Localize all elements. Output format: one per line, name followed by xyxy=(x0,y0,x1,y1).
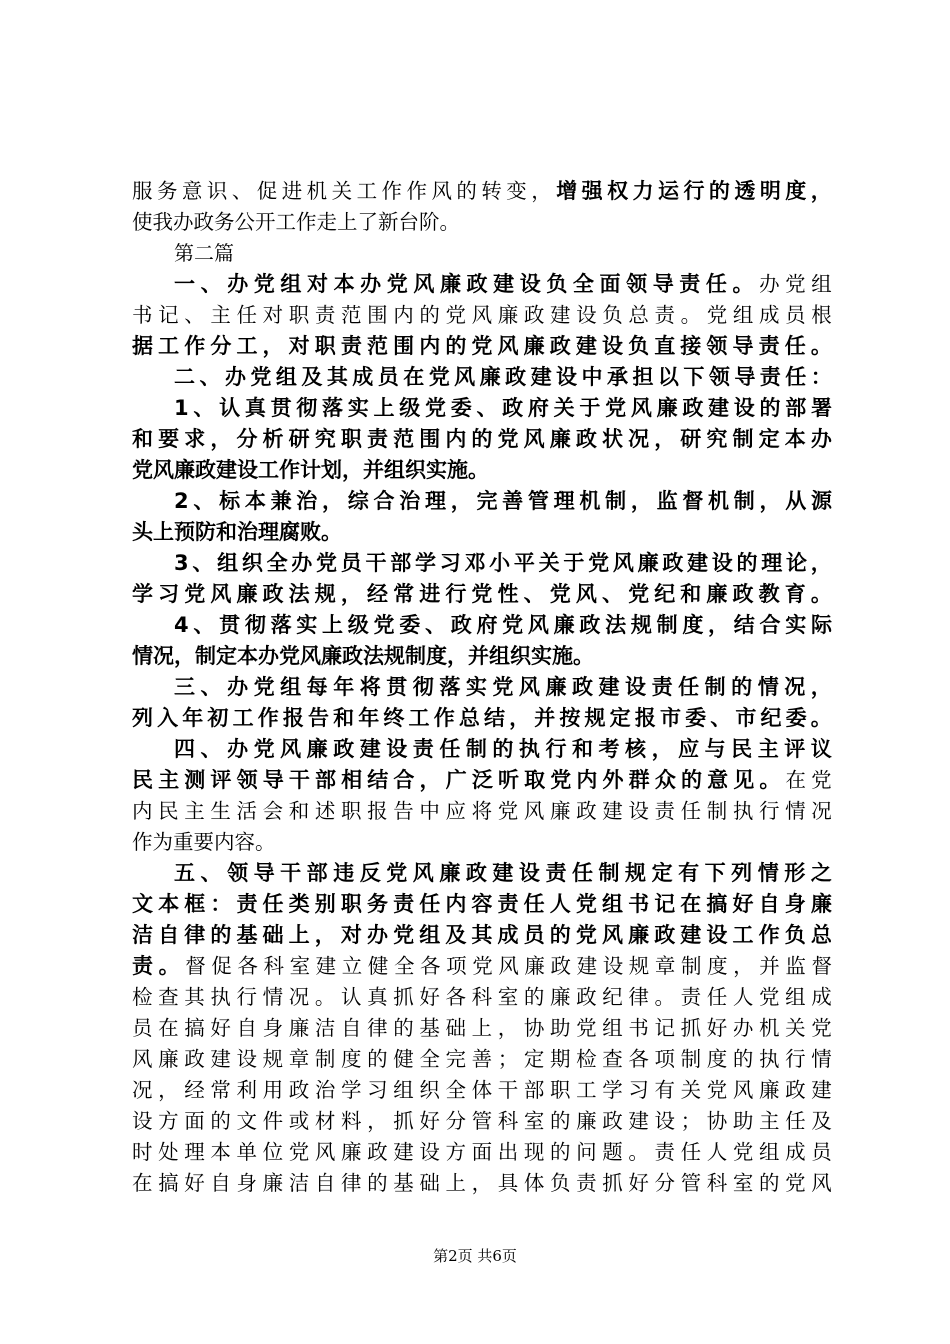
text-line-32: 在 搞 好 自 身 廉 洁 自 律 的 基 础 上 ， 具 体 负 责 抓 好 分 管 科 室 的 党 风 xyxy=(132,1171,832,1195)
page-footer: 第2页 共6页 xyxy=(433,1247,517,1265)
text-line-30: 设 方 面 的 文 件 或 材 料 ， 抓 好 分 管 科 室 的 廉 政 建 设 ； 协 助 主 任 及 xyxy=(132,1109,832,1133)
text-line-11: 头 上 预 防 和 治 理 腐 败 。 xyxy=(132,520,342,544)
text-line-8: 和 要 求 ， 分 析 研 究 职 责 范 围 内 的 党 风 廉 政 状 况 ， 研 究 制 定 本 办 xyxy=(132,427,832,451)
text-line-4: 书 记 、 主 任 对 职 责 范 围 内 的 党 风 廉 政 建 设 负 总 责 。 党 组 成 员 根 xyxy=(132,303,832,327)
text-line-24: 洁 自 律 的 基 础 上 ， 对 办 党 组 及 其 成 员 的 党 风 廉 政 建 设 工 作 负 总 xyxy=(132,923,832,947)
text-line-20: 内 民 主 生 活 会 和 述 职 报 告 中 应 将 党 风 廉 政 建 设 责 任 制 执 行 情 况 xyxy=(132,799,832,823)
text-line-22: 五 、 领 导 干 部 违 反 党 风 廉 政 建 设 责 任 制 规 定 有 下 列 情 形 之 xyxy=(174,861,832,885)
section-heading: 第二篇 xyxy=(174,241,234,265)
text-line-6: 二 、 办 党 组 及 其 成 员 在 党 风 廉 政 建 设 中 承 担 以 下 领 导 责 任 ： xyxy=(174,365,832,389)
text-line-2: 使 我 办 政 务 公 开 工 作 走 上 了 新 台 阶 。 xyxy=(132,210,460,234)
text-line-3: 一 、 办 党 组 对 本 办 党 风 廉 政 建 设 负 全 面 领 导 责 任 。 办 党 组 xyxy=(174,272,832,296)
text-line-28: 风 廉 政 建 设 规 章 制 度 的 健 全 完 善 ； 定 期 检 查 各 项 制 度 的 执 行 情 xyxy=(132,1047,832,1071)
text-line-18: 四 、 办 党 风 廉 政 建 设 责 任 制 的 执 行 和 考 核 ， 应 与 民 主 评 议 xyxy=(174,737,832,761)
text-line-10: 2 、 标 本 兼 治 ， 综 合 治 理 ， 完 善 管 理 机 制 ， 监 督 机 制 ， 从 源 xyxy=(174,489,832,513)
text-line-23: 文 本 框 ： 责 任 类 别 职 务 责 任 内 容 责 任 人 党 组 书 记 在 搞 好 自 身 廉 xyxy=(132,892,832,916)
text-line-31: 时 处 理 本 单 位 党 风 廉 政 建 设 方 面 出 现 的 问 题 。 责 任 人 党 组 成 员 xyxy=(132,1140,832,1164)
text-line-29: 况 ， 经 常 利 用 政 治 学 习 组 织 全 体 干 部 职 工 学 习 有 关 党 风 廉 政 建 xyxy=(132,1078,832,1102)
text-line-15: 情 况 ， 制 定 本 办 党 风 廉 政 法 规 制 度 ， 并 组 织 实 施 。 xyxy=(132,644,594,668)
text-line-7: 1 、 认 真 贯 彻 落 实 上 级 党 委 、 政 府 关 于 党 风 廉 政 建 设 的 部 署 xyxy=(174,396,832,420)
text-line-9: 党 风 廉 政 建 设 工 作 计 划 ， 并 组 织 实 施 。 xyxy=(132,458,489,482)
text-line-26: 检 查 其 执 行 情 况 。 认 真 抓 好 各 科 室 的 廉 政 纪 律 。 责 任 人 党 组 成 xyxy=(132,985,832,1009)
text-line-12: 3 、 组 织 全 办 党 员 干 部 学 习 邓 小 平 关 于 党 风 廉 政 建 设 的 理 论 ， xyxy=(174,551,832,575)
text-line-16: 三 、 办 党 组 每 年 将 贯 彻 落 实 党 风 廉 政 建 设 责 任 制 的 情 况 ， xyxy=(174,675,832,699)
text-line-19: 民 主 测 评 领 导 干 部 相 结 合 ， 广 泛 听 取 党 内 外 群 众 的 意 见 。 在 党 xyxy=(132,768,832,792)
text-line-5: 据 工 作 分 工 ， 对 职 责 范 围 内 的 党 风 廉 政 建 设 负 直 接 领 导 责 任 。 xyxy=(132,334,832,358)
text-line-27: 员 在 搞 好 自 身 廉 洁 自 律 的 基 础 上 ， 协 助 党 组 书 记 抓 好 办 机 关 党 xyxy=(132,1016,832,1040)
document-body xyxy=(132,176,832,1199)
text-line-13: 学 习 党 风 廉 政 法 规 ， 经 常 进 行 党 性 、 党 风 、 党 纪 和 廉 政 教 育 。 xyxy=(132,582,832,606)
text-line-21: 作 为 重 要 内 容 。 xyxy=(132,830,276,854)
text-line-25: 责 。 督 促 各 科 室 建 立 健 全 各 项 党 风 廉 政 建 设 规 章 制 度 ， 并 监 督 xyxy=(132,954,832,978)
text-line-1: 服 务 意 识 、 促 进 机 关 工 作 作 风 的 转 变 ， 增 强 权 力 运 行 的 透 明 度 ， xyxy=(132,179,832,203)
text-line-17: 列 入 年 初 工 作 报 告 和 年 终 工 作 总 结 ， 并 按 规 定 报 市 委 、 市 纪 委 。 xyxy=(132,706,832,730)
text-line-14: 4 、 贯 彻 落 实 上 级 党 委 、 政 府 党 风 廉 政 法 规 制 度 ， 结 合 实 际 xyxy=(174,613,832,637)
